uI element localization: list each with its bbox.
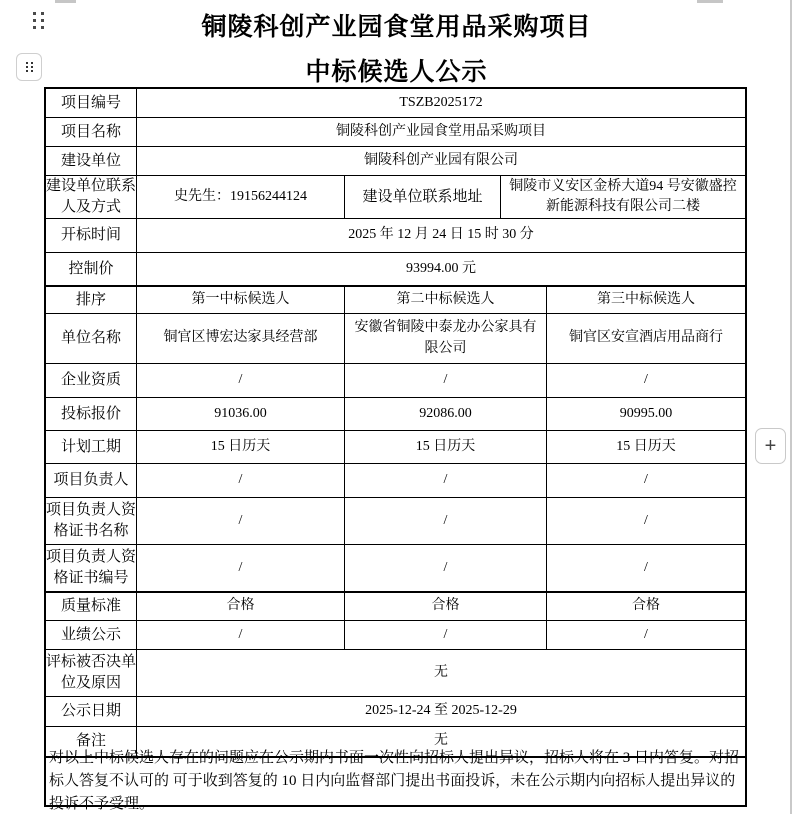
row-label-cell: 开标时间	[46, 219, 137, 252]
value-cell: 安徽省铜陵中泰龙办公家具有限公司	[345, 314, 547, 363]
table-row	[46, 219, 745, 253]
value-cell: /	[137, 545, 345, 591]
value-cell: /	[644, 626, 648, 642]
top-edge-fragment-left	[55, 0, 76, 3]
value-cell: 92086.00	[345, 398, 547, 430]
value-cell: 第三中标候选人	[597, 291, 695, 307]
value-cell: 15 日历天	[137, 431, 345, 463]
row-label-cell: 质量标准	[46, 593, 137, 620]
table-row	[46, 398, 745, 431]
value-cell: /	[644, 512, 648, 528]
row-label-cell: 建设单位联系人及方式	[46, 176, 137, 218]
table-row	[46, 364, 745, 398]
row-label-cell: 单位名称	[46, 314, 137, 363]
scrollbar-track[interactable]	[790, 0, 792, 814]
value-cell: 93994.00 元	[406, 260, 476, 276]
table-row	[46, 89, 745, 118]
value-cell: /	[137, 464, 345, 497]
table-row	[46, 176, 745, 219]
value-cell: TSZB2025172	[399, 94, 483, 110]
value-cell: 无	[434, 664, 448, 680]
value-cell: 铜陵科创产业园有限公司	[364, 152, 518, 168]
row-label-cell: 投标报价	[46, 398, 137, 430]
row-label-cell: 建设单位	[46, 147, 137, 175]
table-row	[46, 253, 745, 286]
value-cell: 铜陵科创产业园食堂用品采购项目	[336, 123, 546, 139]
value-cell: 2025 年 12 月 24 日 15 时 30 分	[348, 227, 534, 243]
value-cell: 91036.00	[137, 398, 345, 430]
table-row	[46, 621, 745, 650]
row-label-cell: 项目负责人资格证书名称	[46, 498, 137, 544]
value-cell: 2025-12-24 至 2025-12-29	[365, 703, 517, 719]
row-label-cell: 企业资质	[46, 364, 137, 397]
value-cell: 无	[434, 733, 448, 749]
add-block-button[interactable]: +	[755, 428, 786, 464]
table-row	[46, 498, 745, 545]
row-label-cell: 项目负责人	[46, 464, 137, 497]
table-row	[46, 464, 745, 498]
row-label-cell: 排序	[46, 287, 137, 313]
page-title: 铜陵科创产业园食堂用品采购项目	[201, 14, 592, 41]
table-row	[46, 147, 745, 176]
value-cell: /	[137, 621, 345, 649]
value-cell: /	[644, 472, 648, 488]
row-label-cell: 评标被否决单位及原因	[46, 650, 137, 696]
value-cell: /	[644, 372, 648, 388]
table-row	[46, 592, 745, 621]
row-label-cell: 计划工期	[46, 431, 137, 463]
value-cell: 第一中标候选人	[137, 287, 345, 313]
value-cell: 铜官区安宣酒店用品商行	[569, 330, 723, 346]
value-cell: /	[345, 621, 547, 649]
table-row	[46, 750, 745, 812]
value-cell: /	[137, 498, 345, 544]
value-cell: 铜陵市义安区金桥大道94 号安徽盛控新能源科技有限公司二楼	[509, 178, 737, 214]
value-cell: 史先生：19156244124	[137, 176, 345, 218]
table-row	[46, 650, 745, 697]
value-cell: 合格	[345, 593, 547, 620]
row-label-cell: 控制价	[46, 253, 137, 285]
value-cell: /	[137, 364, 345, 397]
value-cell: 90995.00	[619, 405, 673, 421]
row-label-cell: 备注	[46, 727, 137, 756]
row-label-cell: 项目负责人资格证书编号	[46, 545, 137, 591]
row-label-cell: 业绩公示	[46, 621, 137, 649]
table-row	[46, 118, 745, 147]
row-label-cell: 建设单位联系地址	[345, 176, 501, 218]
table-row	[46, 314, 745, 364]
value-cell: /	[644, 559, 648, 575]
value-cell: /	[345, 498, 547, 544]
table-row	[46, 286, 745, 314]
page-subtitle: 中标候选人公示	[305, 59, 488, 86]
value-cell: 合格	[632, 598, 660, 614]
footer-note-cell: 对以上中标候选人存在的问题应在公示期内书面一次性向招标人提出异议，招标人将在 3 日内答复。对招标人答复不认可的 可于收到答复的 10 日内向监督部门提出书面投诉，未在公示期内向招标人提出异议的投诉不予受理。	[49, 750, 740, 812]
value-cell: 铜官区博宏达家具经营部	[137, 314, 345, 363]
value-cell: 第二中标候选人	[345, 287, 547, 313]
row-label-cell: 项目名称	[46, 118, 137, 146]
table-row	[46, 697, 745, 727]
value-cell: 合格	[137, 593, 345, 620]
value-cell: 15 日历天	[616, 438, 676, 454]
value-cell: 15 日历天	[345, 431, 547, 463]
row-label-cell: 公示日期	[46, 697, 137, 726]
value-cell: /	[345, 364, 547, 397]
table-row	[46, 431, 745, 464]
value-cell: /	[345, 464, 547, 497]
value-cell: /	[345, 545, 547, 591]
table-row	[46, 545, 745, 592]
top-edge-fragment-right	[697, 0, 723, 3]
announcement-table	[44, 87, 747, 812]
row-label-cell: 项目编号	[46, 89, 137, 117]
